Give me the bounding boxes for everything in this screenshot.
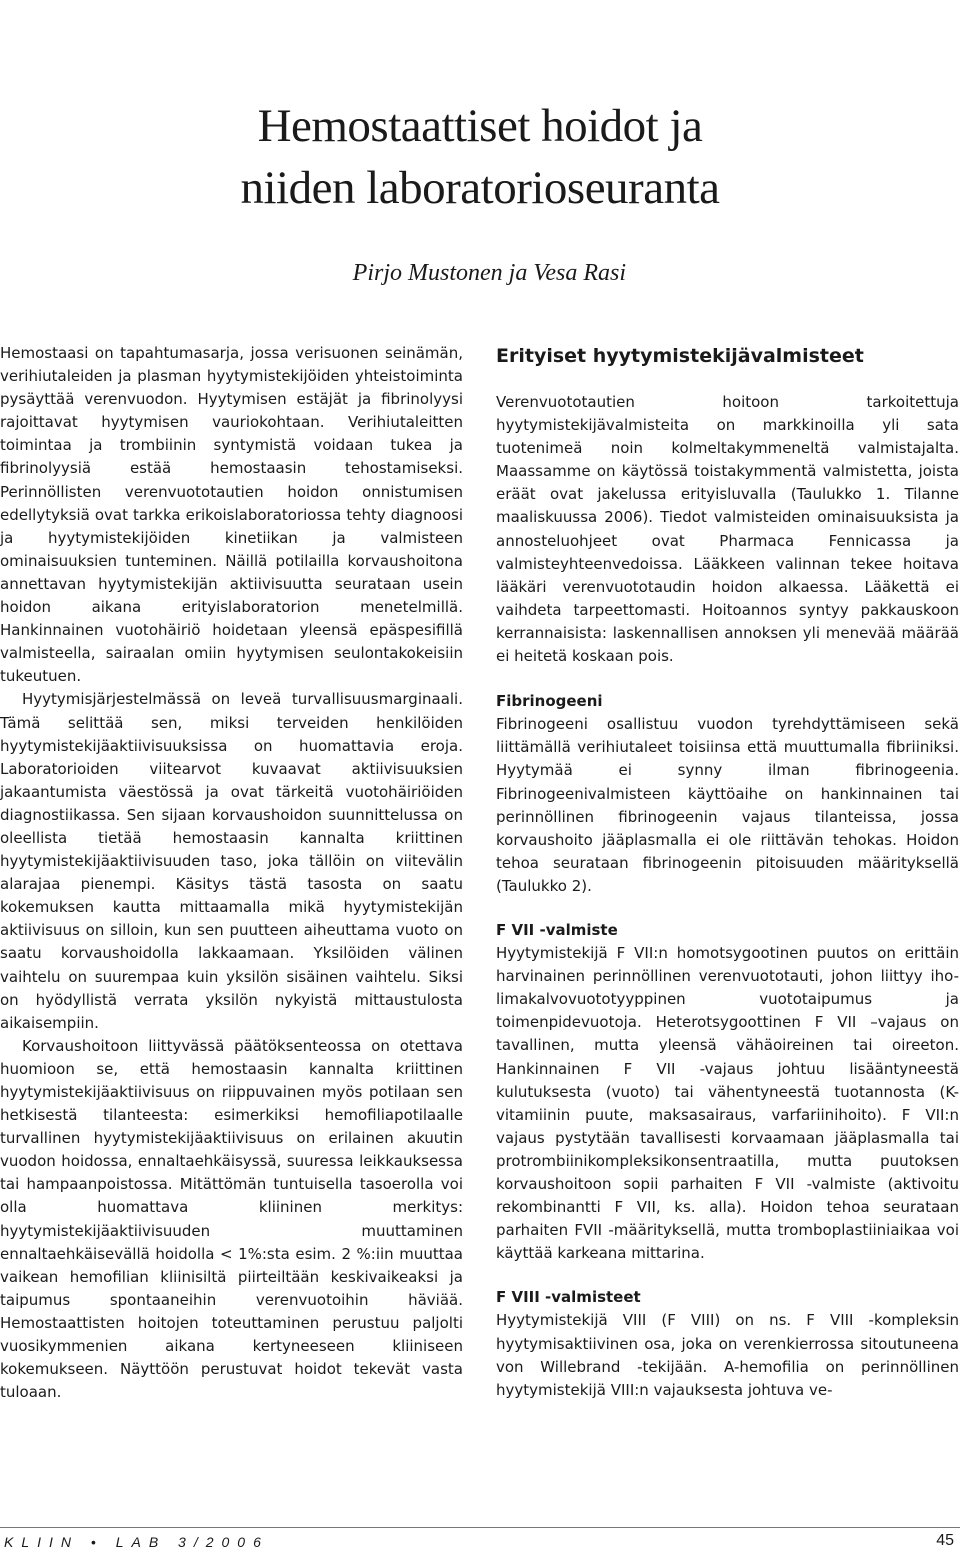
article-title-line-1: Hemostaattiset hoidot ja [257, 100, 703, 152]
left-column [0, 342, 463, 1404]
fvii-paragraph: Hyytymistekijä F VII:n homotsygootinen puutos on erittäin harvinainen perinnöllinen verenvuototauti, johon liittyy iho-limakalvovuototyyppinen vuototaipumus ja toimenpidevuotoja. Heterotsygoottinen F VII –vajaus on tavallinen, mutta yleensä vähäoireinen tai oireeton. Hankinnainen F VII -vajaus johtuu lisääntyneestä kulutuksesta (vuoto) tai vähentyneestä tuotannosta (K-vitamiinin puute, maksasairaus, varfariinihoito). F VII:n vajaus pystytään tavallisesti korvaamaan jääplasmalla tai protrombiinikompleksikonsentraatilla, mutta puutoksen korvaushoitoon sopii parhaiten F VII -valmiste (aktivoitu rekombinantti F VII, ks. alla). Hoidon tehoa seurataan parhaiten FVII -määrityksellä, mutta tromboplastiiniaikaa voi käyttää karkeana mittarina. [496, 944, 959, 1263]
subheading-fviii: F VIII -valmisteet [496, 1288, 641, 1307]
section-heading-special-factors: Erityiset hyytymistekijävalmisteet [496, 345, 864, 367]
safety-margin-paragraph: Hyytymisjärjestelmässä on leveä turvallisuusmarginaali. Tämä selittää sen, miksi terveiden henkilöiden hyytymistekijäaktiivisuuksissa on huomattavia eroja. Laboratorioiden viitearvot kuvaavat aktiivisuuksien jakaantumista väestössä ja ovat tärkeitä vuotohäiriöiden diagnostiikassa. Sen sijaan korvaushoidon suunnittelussa on oleellista tietää hemostaasin kannalta kriittinen hyytymistekijäaktiivisuuden taso, joka tällöin on viitevälin alarajaa pienempi. Käsitys tästä tasosta on saatu kokemuksen kautta mittaamalla mikä hyytymistekijän aktiivisuus on silloin, kun sen puutteen aiheuttama vuoto on saatu korvaushoidolla lakkaamaan. Yksilöiden välinen vaihtelu on suurempaa kuin yksilön sisäinen vaihtelu. Siksi on hyödyllistä verrata yksilön nykyistä mittaustulosta aikaisempiin. [0, 690, 463, 1032]
subheading-fvii: F VII -valmiste [496, 920, 618, 939]
footer-divider [0, 1527, 960, 1528]
intro-paragraph: Hemostaasi on tapahtumasarja, jossa verisuonen seinämän, verihiutaleiden ja plasman hyytymistekijöiden yhteistoiminta pysäyttää verenvuodon. Hyytymisen estäjät ja fibrinolyysi rajoittavat hyytymisen vauriokohtaan. Verihiutaleitten toimintaa ja trombiinin syntymistä voidaan tukea ja fibrinolyysiä estää hemostaasin tehostamiseksi. Perinnöllisten verenvuototautien hoidon onnistumisen edellytyksiä ovat tarkka erikoislaboratoriossa tehty diagnoosi ja hyytymistekijöiden kinetiikan ja valmisteen ominaisuuksien tunteminen. Näillä potilailla korvaushoitona annettavan hyytymistekijän aktiivisuutta seurataan usein hoidon aikana erityislaboratorion menetelmillä. Hankinnainen vuotohäiriö hoidetaan yleensä epäspesifillä valmisteella, sairaalan omiin hyytymisen seulontakokeisiin tukeutuen. [0, 344, 463, 686]
right-column [496, 343, 959, 1402]
page-footer [0, 1532, 960, 1556]
article-title [0, 95, 960, 219]
article-title-line-2: niiden laboratorioseuranta [240, 162, 720, 214]
journal-name: KLIIN • LAB 3/2006 [4, 1534, 269, 1550]
treatment-decision-paragraph: Korvaushoitoon liittyvässä päätöksenteossa on otettava huomioon se, että hemostaasin kannalta kriittinen hyytymistekijäaktiivisuus on riippuvainen myös potilaan sen hetkisestä tilanteesta: esimerkiksi hemofiliapotilaalle turvallinen hyytymistekijäaktiivisuus on erilainen akuutin vuodon hoidossa, ennaltaehkäisyssä, suuressa leikkauksessa tai hampaanpoistossa. Mitättömän tuntuisella tasoerolla voi olla huomattava kliininen merkitys: hyytymistekijäaktiivisuuden muuttaminen ennaltaehkäisevällä hoidolla < 1%:sta esim. 2 %:iin muuttaa vaikean hemofilian kliinisiltä piirteiltään keskivaikeaksi ja taipumus spontaaneihin verenvuotoihin häviää. Hemostaattisten hoitojen toteuttaminen perustuu paljolti vuosikymmenien aikana kertyneeseen kliiniseen kokemukseen. Näyttöön perustuvat hoidot tekevät vasta tuloaan. [0, 1036, 463, 1402]
fviii-paragraph: Hyytymistekijä VIII (F VIII) on ns. F VIII -kompleksin hyytymisaktiivinen osa, joka on verenkierrossa sitoutuneena von Willebrand -tekijään. A-hemofilia on perinnöllinen hyytymistekijä VIII:n vajauksesta johtuva ve- [496, 1311, 959, 1399]
subheading-fibrinogeeni: Fibrinogeeni [496, 692, 603, 711]
article-authors: Pirjo Mustonen ja Vesa Rasi [352, 260, 626, 286]
special-factors-paragraph: Verenvuototautien hoitoon tarkoitettuja hyytymistekijävalmisteita on markkinoilla yli sata tuotenimeä noin kolmeltakymmeneltä valmistajalta. Maassamme on käytössä toistakymmentä valmistetta, joista eräät ovat jakelussa erityisluvalla (Taulukko 1. Tilanne maaliskuussa 2006). Tiedot valmisteiden ominaisuuksista ja annosteluohjeet ovat Pharmaca Fennicassa ja valmisteyhteenvedoissa. Lääkkeen valinnan tekee hoitava lääkäri verenvuototaudin hoidon alkaessa. Lääkettä ei vaihdeta tarpeettomasti. Hoitoannos syntyy pakkauskoon kerrannaisista: laskennallisen annoksen yli menevää määrää ei heitetä koskaan pois. [496, 393, 959, 666]
fibrinogeeni-paragraph: Fibrinogeeni osallistuu vuodon tyrehdyttämiseen sekä liittämällä verihiutaleet toisiinsa että muuttumalla fibriiniksi. Hyytymää ei synny ilman fibrinogeenia. Fibrinogeenivalmisteen käyttöaihe on hankinnainen tai perinnöllinen fibrinogeenin vajaus tilanteissa, jossa korvaushoito jääplasmalla ei ole riittävän tehokas. Hoidon tehoa seurataan fibrinogeenin pitoisuuden määrityksellä (Taulukko 2). [496, 715, 959, 895]
page-number: 45 [936, 1532, 954, 1549]
